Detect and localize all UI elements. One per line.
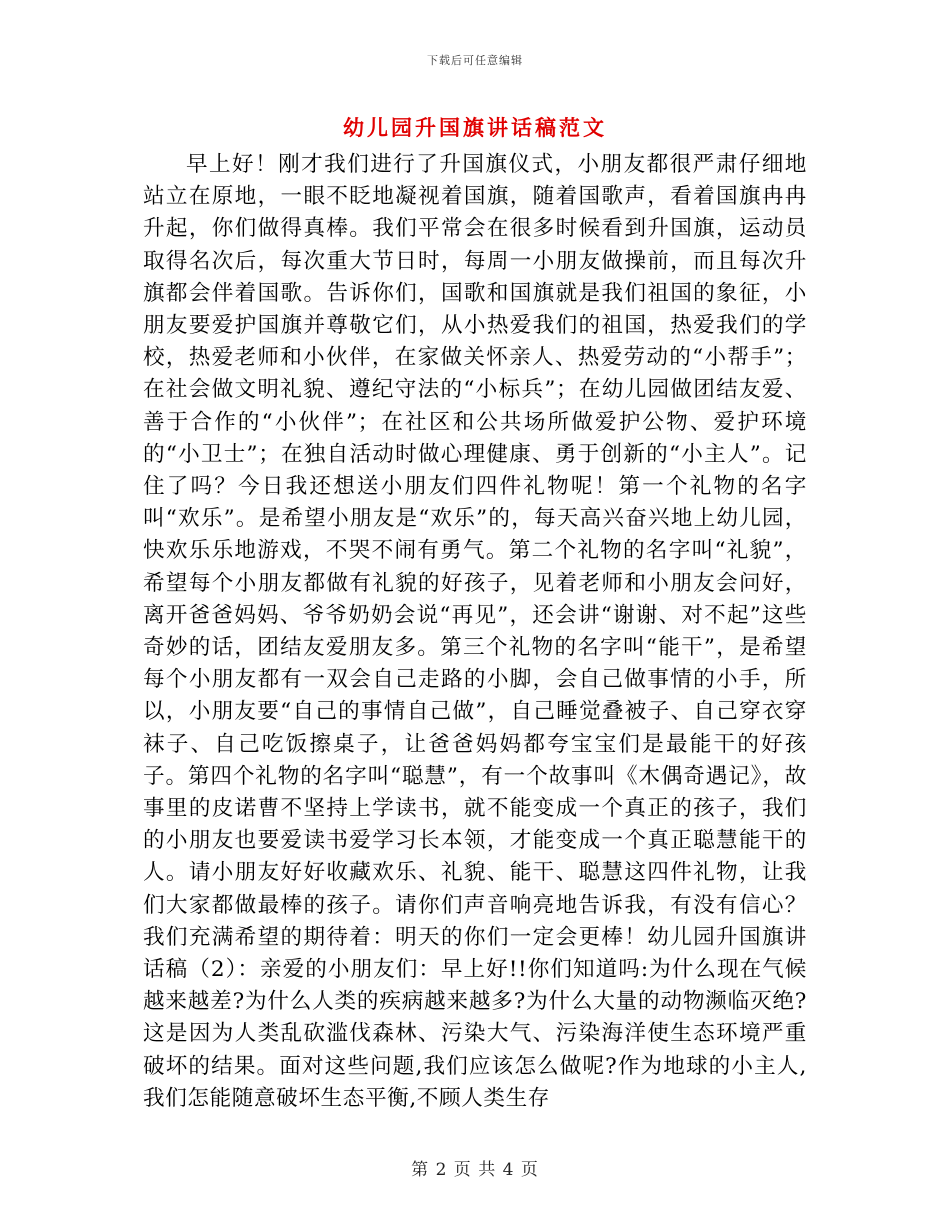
document-body: 早上好！刚才我们进行了升国旗仪式，小朋友都很严肃仔细地站立在原地，一眼不眨地凝视着国旗，随着国歌声，看着国旗冉冉升起，你们做得真棒。我们平常会在很多时候看到升国旗，运动员取得名次后，每次重大节日时，每周一小朋友做操前，而且每次升旗都会伴着国歌。告诉你们，国歌和国旗就是我们祖国的象征，小朋友要爱护国旗并尊敬它们，从小热爱我们的祖国，热爱我们的学校，热爱老师和小伙伴，在家做关怀亲人、热爱劳动的“小帮手”；在社会做文明礼貌、遵纪守法的“小标兵”；在幼儿园做团结友爱、善于合作的“小伙伴”；在社区和公共场所做爱护公物、爱护环境的“小卫士”；在独自活动时做心理健康、勇于创新的“小主人”。记住了吗？今日我还想送小朋友们四件礼物呢！第一个礼物的名字叫“欢乐”。是希望小朋友是“欢乐”的，每天高兴奋兴地上幼儿园，快欢乐乐地游戏，不哭不闹有勇气。第二个礼物的名字叫“礼貌”，希望每个小朋友都做有礼貌的好孩子，见着老师和小朋友会问好，离开爸爸妈妈、爷爷奶奶会说“再见”，还会讲“谢谢、对不起”这些奇妙的话，团结友爱朋友多。第三个礼物的名字叫“能干”，是希望每个小朋友都有一双会自己走路的小脚，会自己做事情的小手，所以，小朋友要“自己的事情自己做”，自己睡觉叠被子、自己穿衣穿袜子、自己吃饭擦桌子，让爸爸妈妈都夸宝宝们是最能干的好孩子。第四个礼物的名字叫“聪慧”，有一个故事叫《木偶奇遇记》，故事里的皮诺曹不坚持上学读书，就不能变成一个真正的孩子，我们的小朋友也要爱读书爱学习长本领，才能变成一个真正聪慧能干的人。请小朋友好好收藏欢乐、礼貌、能干、聪慧这四件礼物，让我们大家都做最棒的孩子。请你们声音响亮地告诉我，有没有信心？我们充满希望的期待着：明天的你们一定会更棒！幼儿园升国旗讲话稿（2）：亲爱的小朋友们：早上好!!你们知道吗:为什么现在气候越来越差?为什么人类的疾病越来越多?为什么大量的动物濒临灭绝?这是因为人类乱砍滥伐森林、污染大气、污染海洋使生态环境严重破坏的结果。面对这些问题,我们应该怎么做呢?作为地球的小主人,我们怎能随意破坏生态平衡,不顾人类生存	[143, 152, 807, 1111]
page-footer	[0, 1155, 950, 1180]
footer-page-number: 2	[435, 1160, 448, 1180]
document-title: 幼儿园升国旗讲话稿范文	[343, 116, 607, 140]
footer-middle: 页 共	[453, 1160, 497, 1180]
page-header-note: 下载后可任意编辑	[427, 54, 523, 67]
footer-suffix: 页	[520, 1160, 539, 1180]
footer-prefix: 第	[411, 1160, 430, 1180]
footer-total-pages: 4	[502, 1160, 515, 1180]
